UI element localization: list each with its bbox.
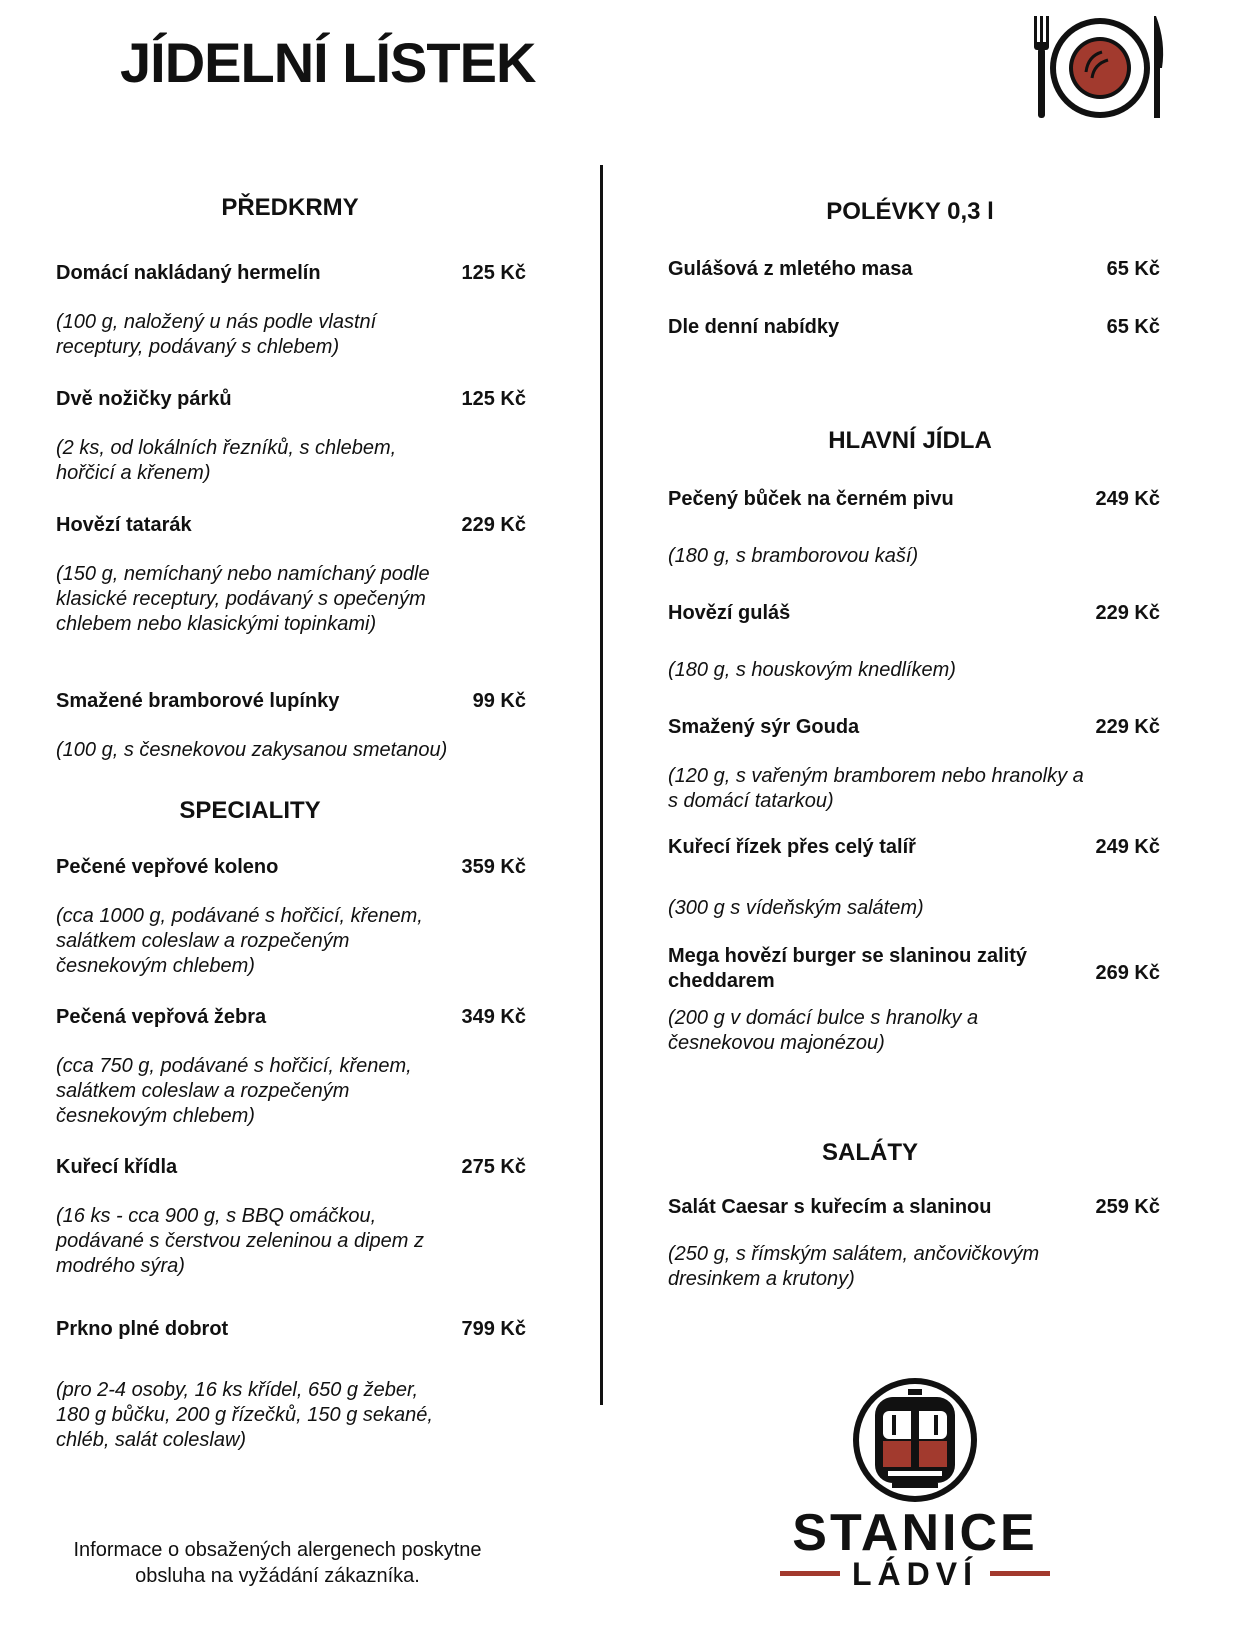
menu-item-name: Smažený sýr Gouda	[668, 716, 860, 738]
menu-item-name: Smažené bramborové lupínky	[56, 690, 340, 712]
menu-item-price: 349 Kč	[461, 1006, 526, 1028]
menu-item-description: (180 g, s houskovým knedlíkem)	[668, 659, 956, 681]
menu-item-price: 65 Kč	[1106, 258, 1160, 280]
menu-item-price: 229 Kč	[1095, 602, 1160, 624]
section-heading-salaty: SALÁTY	[822, 1139, 918, 1166]
menu-item-price: 269 Kč	[1095, 962, 1160, 984]
menu-item-name: Domácí nakládaný hermelín	[56, 262, 321, 284]
menu-item-name: Kuřecí řízek přes celý talíř	[668, 836, 916, 858]
menu-item-price: 65 Kč	[1106, 316, 1160, 338]
menu-item-price: 249 Kč	[1095, 488, 1160, 510]
menu-item-description: (16 ks - cca 900 g, s BBQ omáčkou, podávané s čerstvou zeleninou a dipem z modrého sýra)	[56, 1205, 425, 1277]
menu-item-description: (250 g, s římským salátem, ančovičkovým dresinkem a krutony)	[668, 1243, 1040, 1290]
plate-with-fork-and-knife-icon	[1030, 12, 1170, 122]
section-heading-hlavni: HLAVNÍ JÍDLA	[828, 427, 992, 454]
menu-item-description: (150 g, nemíchaný nebo namíchaný podle klasické receptury, podávaný s opečeným chlebem nebo klasickými topinkami)	[56, 563, 430, 635]
menu-item-name: Pečené vepřové koleno	[56, 856, 279, 878]
menu-item-price: 229 Kč	[461, 514, 526, 536]
menu-item-name: Mega hovězí burger se slaninou zalitý cheddarem	[668, 945, 1027, 992]
allergen-footnote: Informace o obsažených alergenech poskytne obsluha na vyžádání zákazníka.	[73, 1539, 482, 1587]
menu-item-name: Prkno plné dobrot	[56, 1318, 229, 1340]
menu-item-description: (2 ks, od lokálních řezníků, s chlebem, hořčicí a křenem)	[56, 437, 397, 484]
menu-item-name: Dle denní nabídky	[668, 316, 840, 338]
menu-item-name: Gulášová z mletého masa	[668, 258, 913, 280]
brand-name: STANICE	[792, 1504, 1038, 1562]
section-heading-polevky: POLÉVKY 0,3 l	[826, 198, 994, 225]
menu-item-description: (100 g, s česnekovou zakysanou smetanou)	[56, 739, 448, 761]
menu-item-description: (cca 1000 g, podávané s hořčicí, křenem, salátkem coleslaw a rozpečeným česnekovým chlebem)	[56, 905, 423, 977]
menu-item-price: 125 Kč	[461, 262, 526, 284]
menu-item-description: (300 g s vídeňským salátem)	[668, 897, 924, 919]
section-heading-speciality: SPECIALITY	[179, 797, 321, 824]
menu-item-price: 229 Kč	[1095, 716, 1160, 738]
menu-item-description: (cca 750 g, podávané s hořčicí, křenem, salátkem coleslaw a rozpečeným česnekovým chlebem)	[56, 1055, 412, 1127]
tram-icon	[853, 1378, 977, 1502]
menu-item-description: (pro 2-4 osoby, 16 ks křídel, 650 g žeber, 180 g bůčku, 200 g řízečků, 150 g sekané, chléb, salát coleslaw)	[56, 1379, 433, 1451]
menu-item-description: (180 g, s bramborovou kaší)	[668, 545, 919, 567]
menu-item-name: Pečená vepřová žebra	[56, 1006, 267, 1028]
menu-item-name: Hovězí guláš	[668, 602, 791, 624]
menu-item-name: Pečený bůček na černém pivu	[668, 488, 954, 510]
page-title: JÍDELNÍ LÍSTEK	[120, 31, 536, 94]
column-divider	[600, 165, 603, 1405]
section-heading-predkrmy: PŘEDKRMY	[221, 194, 359, 221]
menu-item-description: (100 g, naložený u nás podle vlastní receptury, podávaný s chlebem)	[56, 311, 377, 358]
menu-item-description: (200 g v domácí bulce s hranolky a česnekovou majonézou)	[668, 1007, 979, 1054]
menu-item-name: Hovězí tatarák	[56, 514, 192, 536]
menu-item-price: 259 Kč	[1095, 1196, 1160, 1218]
menu-item-price: 249 Kč	[1095, 836, 1160, 858]
stanice-ladvi-logo	[780, 1375, 1050, 1590]
menu-item-name: Dvě nožičky párků	[56, 388, 232, 410]
menu-item-price: 275 Kč	[461, 1156, 526, 1178]
menu-item-name: Kuřecí křídla	[56, 1156, 178, 1178]
menu-item-price: 799 Kč	[461, 1318, 526, 1340]
menu-item-price: 359 Kč	[461, 856, 526, 878]
menu-item-price: 99 Kč	[472, 690, 526, 712]
brand-subtitle: LÁDVÍ	[852, 1556, 978, 1590]
menu-item-price: 125 Kč	[461, 388, 526, 410]
menu-item-description: (120 g, s vařeným bramborem nebo hranolky a s domácí tatarkou)	[668, 765, 1084, 812]
menu-item-name: Salát Caesar s kuřecím a slaninou	[668, 1196, 992, 1218]
